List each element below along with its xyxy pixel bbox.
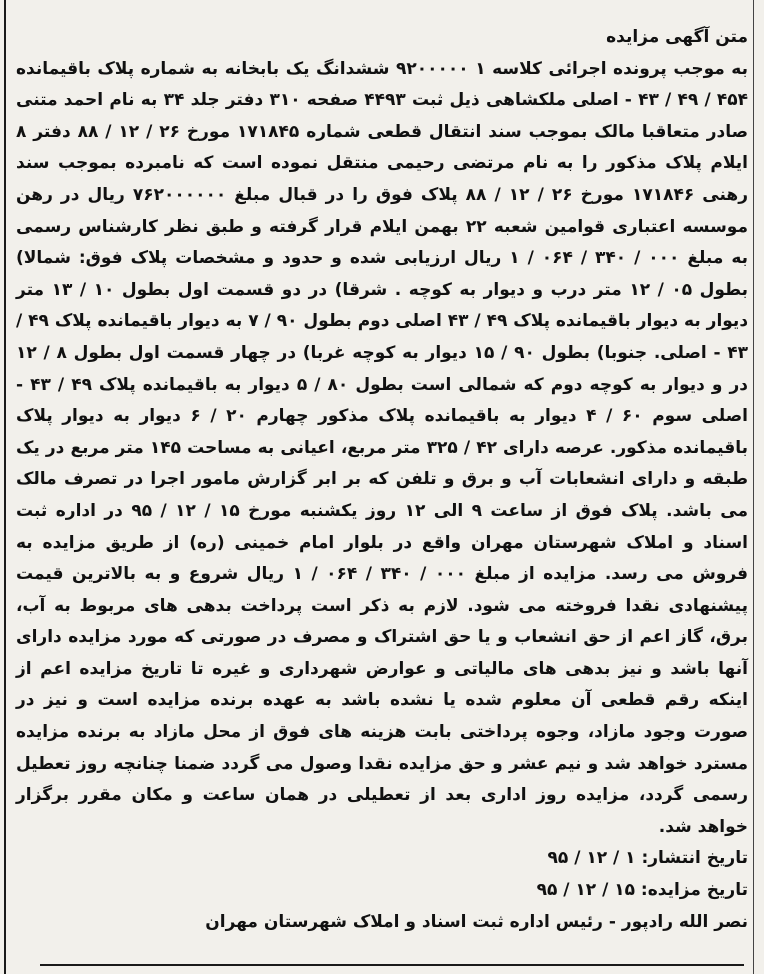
notice-body: به موجب پرونده اجرائی کلاسه ۱ ۹۲۰۰۰۰۰ ششدانگ یک بابخانه به شماره پلاک باقیمانده ۴۵۴ / ۴۹ / ۴۳ - اصلی ملکشاهی ذیل ثبت ۴۴۹۳ صفحه ۳۱۰ دفتر جلد ۳۴ به نام احمد متنی صادر متعاقبا مالک بموجب سند انتقال قطعی شماره ۱۷۱۸۴۵ مورخ ۲۶ / ۱۲ / ۸۸ دفتر ۸ ایلام پلاک مذکور را به نام مرتضی رحیمی منتقل نموده است که نامبرده بموجب سند رهنی ۱۷۱۸۴۶ مورخ ۲۶ / ۱۲ / ۸۸ پلاک فوق را در قبال مبلغ ۷۶۲۰۰۰۰۰۰ ریال در رهن موسسه اعتباری قوامین شعبه ۲۲ بهمن ایلام قرار گرفته و طبق نظر کارشناس رسمی به مبلغ ۰۰۰ / ۳۴۰ / ۰۶۴ / ۱ ریال ارزیابی شده و حدود و مشخصات پلاک فوق: شمالا) بطول ۰۵ / ۱۲ متر درب و دیوار به کوچه . شرقا) در دو قسمت اول بطول ۱۰ / ۱۳ متر دیوار به دیوار باقیمانده پلاک ۴۹ / ۴۳ اصلی دوم بطول ۹۰ / ۷ به دیوار باقیمانده پلاک ۴۹ / ۴۳ - اصلی. جنوبا) بطول ۹۰ / ۱۵ دیوار به کوچه غربا) در چهار قسمت اول بطول ۸ / ۱۲ در و دیوار به کوچه دوم که شمالی است بطول ۸۰ / ۵ دیوار به باقیمانده پلاک ۴۹ / ۴۳ - اصلی سوم ۶۰ / ۴ دیوار به باقیمانده پلاک مذکور چهارم ۲۰ / ۶ دیوار به دیوار پلاک باقیمانده مذکور. عرصه دارای ۴۲ / ۳۲۵ متر مربع، اعیانی به مساحت ۱۴۵ متر مربع در یک طبقه و دارای انشعابات آب و برق و تلفن که بر ابر گزارش مامور اجرا در تصرف مالک می باشد. پلاک فوق از ساعت ۹ الی ۱۲ روز یکشنبه مورخ ۱۵ / ۱۲ / ۹۵ در اداره ثبت اسناد و املاک شهرستان مهران واقع در بلوار امام خمینی (ره) از طریق مزایده به فروش می رسد. مزایده از مبلغ ۰۰۰ / ۳۴۰ / ۰۶۴ / ۱ ریال شروع و به بالاترین قیمت پیشنهادی نقدا فروخته می شود. لازم به ذکر است پرداخت بدهی های مربوط به آب، برق، گاز اعم از حق انشعاب و یا حق اشتراک و مصرف در صورتی که مورد مزایده دارای آنها باشد و نیز بدهی های مالیاتی و عوارض شهرداری و غیره تا تاریخ مزایده اعم از اینکه رقم قطعی آن معلوم شده یا نشده باشد به عهده برنده مزایده است و نیز در صورت وجود مازاد، وجوه پرداختی بابت هزینه های فوق از محل مازاد به برنده مزایده مسترد خواهد شد و نیم عشر و حق مزایده نقدا وصول می گردد ضمنا چنانچه روز تعطیل رسمی گردد، مزایده روز اداری بعد از تعطیلی در همان ساعت و مکان مقرر برگزار خواهد شد. [16, 58, 749, 837]
auction-notice [16, 22, 748, 938]
left-border-rule [4, 0, 6, 974]
auction-date: تاریخ مزایده: ۱۵ / ۱۲ / ۹۵ [536, 880, 748, 901]
signature: نصر الله رادپور - رئیس اداره ثبت اسناد و املاک شهرستان مهران [205, 911, 748, 932]
publish-date: تاریخ انتشار: ۱ / ۱۲ / ۹۵ [547, 848, 748, 869]
bottom-border-rule [40, 964, 744, 966]
notice-title: متن آگهی مزایده [606, 27, 748, 47]
right-border-rule [753, 0, 754, 974]
